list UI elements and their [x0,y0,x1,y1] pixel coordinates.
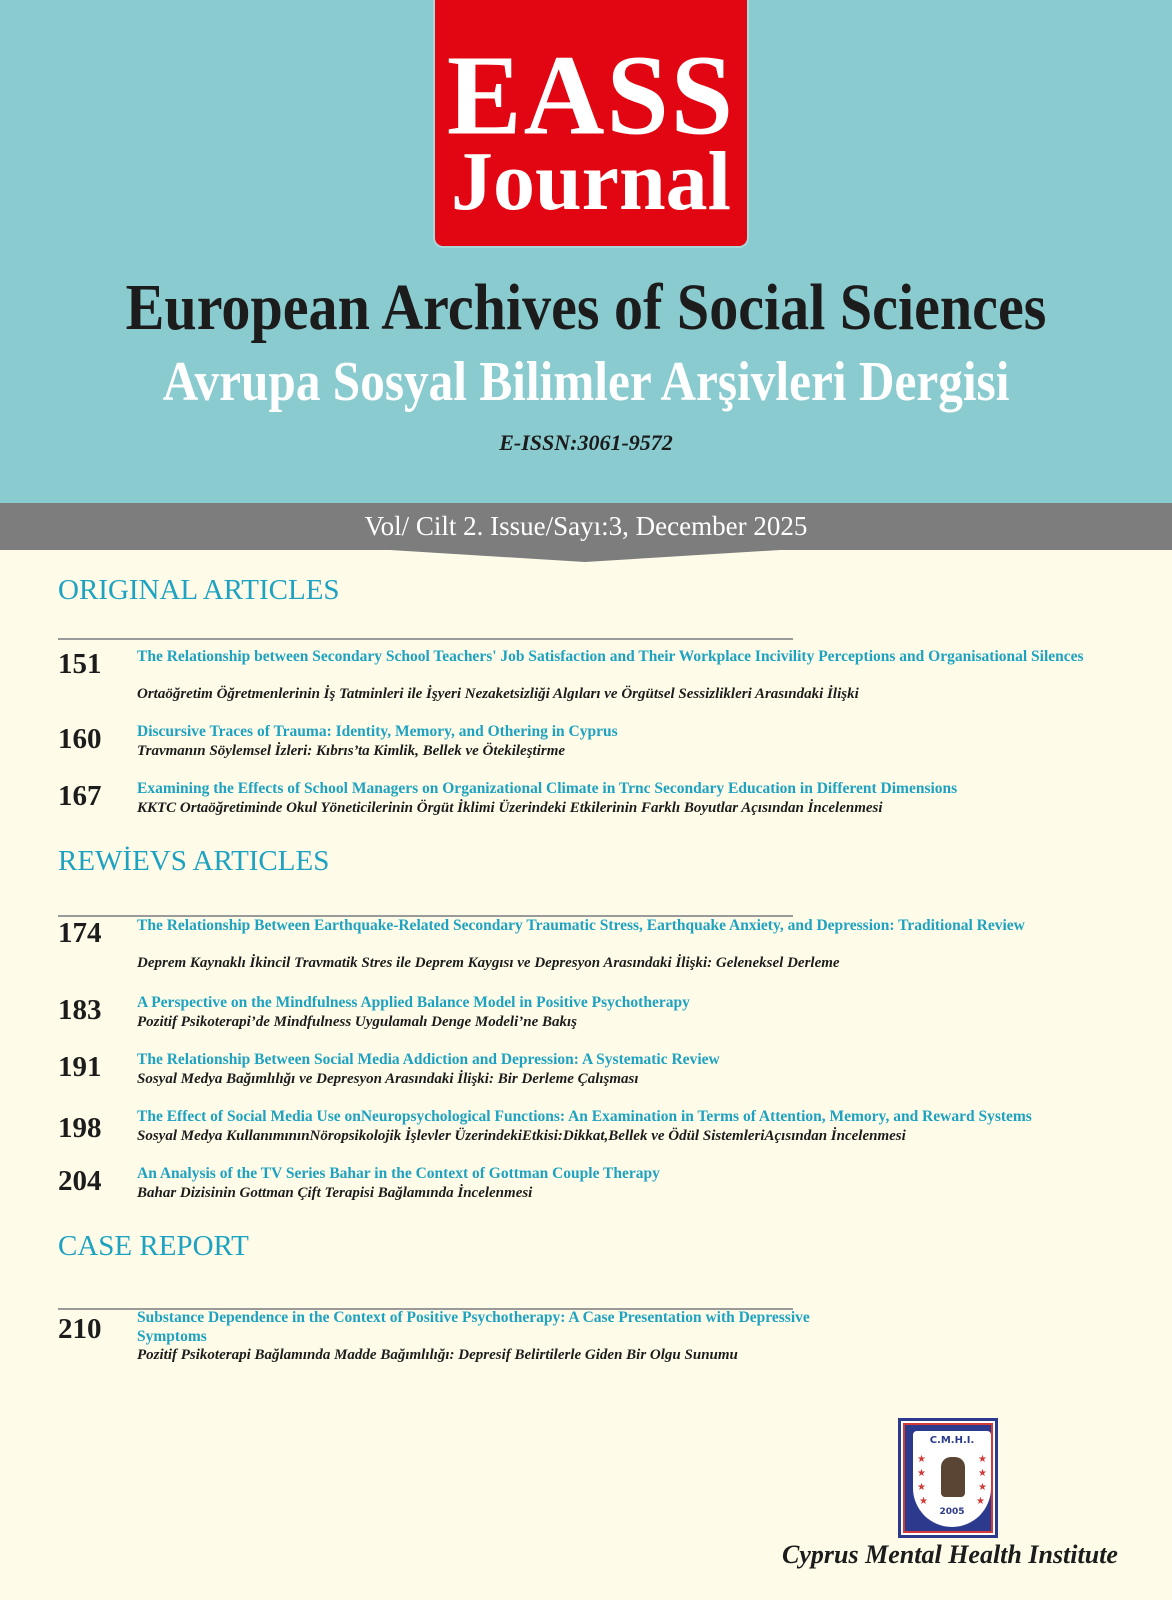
issn: E-ISSN:3061-9572 [499,430,673,455]
article-title[interactable]: The Relationship Between Earthquake-Related Secondary Traumatic Stress, Earthquake Anxiety, and Depression: Traditional Review [137,917,1025,934]
article-subtitle-turkish: Bahar Dizisinin Gottman Çift Terapisi Bağlamında İncelenmesi [137,1185,533,1201]
journal-title-turkish: Avrupa Sosyal Bilimler Arşivleri Dergisi [162,351,1010,413]
article-title[interactable]: Discursive Traces of Trauma: Identity, Memory, and Othering in Cyprus [137,723,618,740]
header-band [0,0,1172,503]
article-subtitle-turkish: Sosyal Medya Bağımlılığı ve Depresyon Arasındaki İlişki: Bir Derleme Çalışması [137,1071,639,1087]
page-number: 160 [58,723,102,755]
article-subtitle-turkish: Deprem Kaynaklı İkincil Travmatik Stres ile Deprem Kaygısı ve Depresyon Arasındaki İlişki: Geleneksel Derleme [137,955,840,971]
cmhi-logo-text: C.M.H.I. [929,1435,975,1446]
page-number: 191 [58,1051,102,1083]
star-icon: ★ [917,1482,926,1493]
thinker-statue-icon [941,1457,965,1497]
publisher-name: Cyprus Mental Health Institute [782,1540,1118,1569]
logo-journal-text: Journal [450,135,732,228]
star-icon: ★ [978,1454,987,1465]
page-number: 167 [58,780,102,812]
eass-journal-logo [435,0,747,246]
volume-issue-band [0,503,1172,550]
article-subtitle-turkish: Ortaöğretim Öğretmenlerinin İş Tatminleri ile İşyeri Nezaketsizliği Algıları ve Örgütsel Sessizlikleri Arasındaki İlişki [137,686,859,702]
page-number: 151 [58,648,102,680]
article-title[interactable]: The Relationship Between Social Media Addiction and Depression: A Systematic Review [137,1051,720,1068]
page-number: 210 [58,1313,102,1345]
star-icon: ★ [919,1496,928,1507]
page-number: 183 [58,994,102,1026]
article-title[interactable]: The Relationship between Secondary School Teachers' Job Satisfaction and Their Workplace Incivility Perceptions and Organisational Silences [137,648,1084,665]
star-icon: ★ [917,1468,926,1479]
star-icon: ★ [978,1468,987,1479]
journal-title-english: European Archives of Social Sciences [125,271,1047,344]
star-icon: ★ [978,1482,987,1493]
article-subtitle-turkish: Pozitif Psikoterapi’de Mindfulness Uygulamalı Denge Modeli’ne Bakış [137,1014,578,1030]
section-title-case-report: CASE REPORT [58,1230,249,1262]
section-title-original-articles: ORIGINAL ARTICLES [58,574,340,606]
star-icon: ★ [976,1496,985,1507]
section-divider [58,638,793,640]
cmhi-logo-year: 2005 [939,1507,965,1517]
article-title[interactable]: The Effect of Social Media Use onNeuropsychological Functions: An Examination in Terms of Attention, Memory, and Reward Systems [137,1108,1032,1125]
section-title-reviews-articles: REWİEVS ARTICLES [58,845,330,877]
article-title[interactable]: Substance Dependence in the Context of Positive Psychotherapy: A Case Presentation with Depressive Symptoms [137,1309,810,1345]
star-icon: ★ [917,1454,926,1465]
thinker-statue-shield-icon [913,1431,991,1527]
logo-eass-text: EASS [446,32,736,160]
volume-issue-text: Vol/ Cilt 2. Issue/Sayı:3, December 2025 [364,511,808,541]
article-title[interactable]: A Perspective on the Mindfulness Applied Balance Model in Positive Psychotherapy [137,994,690,1011]
article-subtitle-turkish: Pozitif Psikoterapi Bağlamında Madde Bağımlılığı: Depresif Belirtilerle Giden Bir Olgu Sunumu [137,1347,738,1363]
article-subtitle-turkish: Travmanın Söylemsel İzleri: Kıbrıs’ta Kimlik, Bellek ve Ötekileştirme [137,743,566,759]
page-number: 174 [58,917,102,949]
band-arrow-pointer [390,550,780,562]
article-title[interactable]: Examining the Effects of School Managers on Organizational Climate in Trnc Secondary Education in Different Dimensions [137,780,958,797]
page-number: 204 [58,1165,102,1197]
cmhi-logo [898,1418,998,1538]
page-number: 198 [58,1112,102,1144]
article-title[interactable]: An Analysis of the TV Series Bahar in the Context of Gottman Couple Therapy [137,1165,660,1182]
article-subtitle-turkish: KKTC Ortaöğretiminde Okul Yöneticilerinin Örgüt İklimi Üzerindeki Etkilerinin Farklı Boyutlar Açısından İncelenmesi [137,800,883,816]
article-subtitle-turkish: Sosyal Medya KullanımınınNöropsikolojik İşlevler ÜzerindekiEtkisi:Dikkat,Bellek ve Ödül SistemleriAçısından İncelenmesi [137,1128,906,1144]
